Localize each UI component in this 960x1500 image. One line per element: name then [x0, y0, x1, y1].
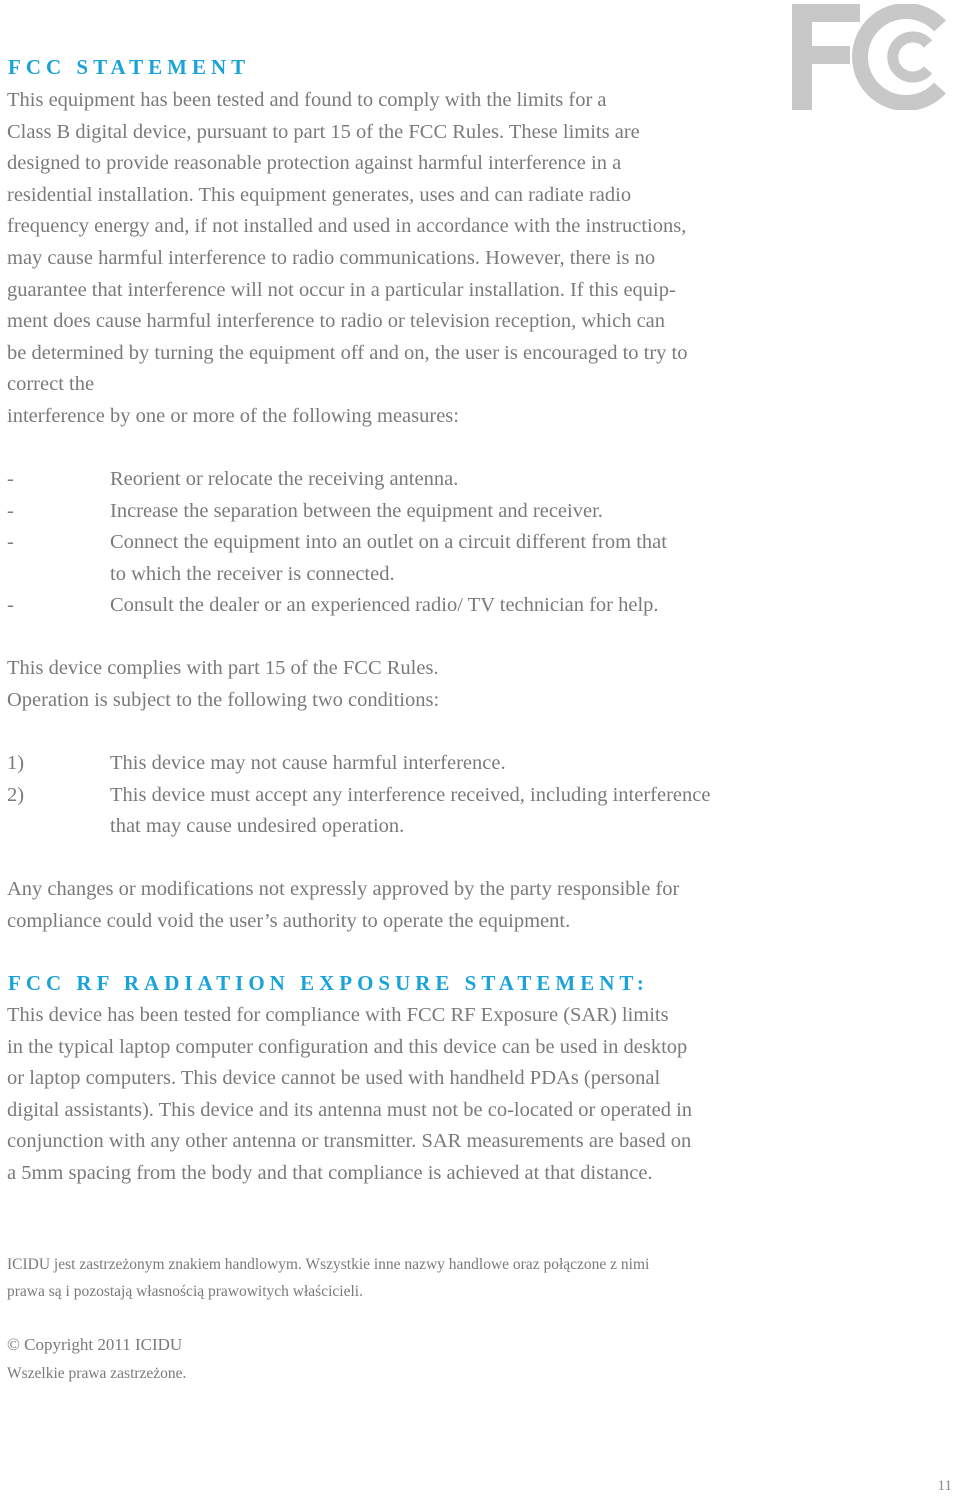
measure-text: Increase the separation between the equipment and receiver. [110, 500, 603, 522]
trademark-notice [7, 1251, 649, 1305]
text-line: or laptop computers. This device cannot be used with handheld PDAs (personal [7, 1067, 661, 1090]
measure-text: Consult the dealer or an experienced radio/ TV technician for help. [110, 594, 659, 616]
measure-text: Reorient or relocate the receiving antenna. [110, 468, 459, 490]
text-line: ment does cause harmful interference to radio or television reception, which can [7, 310, 666, 333]
text-line: Any changes or modifications not expressly approved by the party responsible for [7, 878, 680, 900]
text-line: designed to provide reasonable protection against harmful interference in a [7, 152, 622, 175]
text-line: prawa są i pozostają własnością prawowitych właścicieli. [7, 1283, 363, 1300]
condition-text: This device must accept any interference received, including interference [110, 784, 711, 806]
text-line: guarantee that interference will not occur in a particular installation. If this equip- [7, 278, 676, 301]
list-marker: 2) [7, 784, 25, 806]
text-line: a 5mm spacing from the body and that compliance is achieved at that distance. [7, 1161, 653, 1184]
text-line: Class B digital device, pursuant to part 15 of the FCC Rules. These limits are [7, 120, 640, 143]
text-line: may cause harmful interference to radio communications. However, there is no [7, 246, 656, 269]
fcc-statement-body [7, 85, 887, 433]
text-line: residential installation. This equipment generates, uses and can radiate radio [7, 183, 632, 206]
text-line: digital assistants). This device and its antenna must not be co-located or operated in [7, 1098, 693, 1121]
list-marker: - [7, 468, 14, 490]
copyright: © Copyright 2011 ICIDU [7, 1335, 183, 1354]
compliance-paragraph [7, 653, 887, 716]
text-line: conjunction with any other antenna or transmitter. SAR measurements are based on [7, 1130, 692, 1153]
rights-reserved: Wszelkie prawa zastrzeżone. [7, 1365, 187, 1382]
text-line: This device has been tested for compliance with FCC RF Exposure (SAR) limits [7, 1004, 669, 1026]
text-line: This equipment has been tested and found to comply with the limits for a [7, 89, 607, 111]
list-marker: - [7, 531, 14, 553]
list-marker: - [7, 500, 14, 522]
rf-statement-heading: FCC RF RADIATION EXPOSURE STATEMENT: [8, 971, 649, 995]
condition-text: This device may not cause harmful interference. [110, 752, 506, 774]
text-line: in the typical laptop computer configuration and this device can be used in desktop [7, 1035, 688, 1058]
text-line: be determined by turning the equipment off and on, the user is encouraged to try to [7, 341, 688, 364]
text-line: This device complies with part 15 of the FCC Rules. [7, 657, 439, 679]
list-marker: 1) [7, 752, 25, 774]
condition-text: that may cause undesired operation. [110, 815, 405, 837]
changes-paragraph [7, 874, 887, 937]
text-line: ICIDU jest zastrzeżonym znakiem handlowym. Wszystkie inne nazwy handlowe oraz połączone z nimi [7, 1256, 650, 1273]
list-marker: - [7, 594, 14, 616]
measure-text: Connect the equipment into an outlet on a circuit different from that [110, 531, 667, 553]
text-line: compliance could void the user’s authority to operate the equipment. [7, 909, 571, 932]
text-line: frequency energy and, if not installed and used in accordance with the instructions, [7, 215, 687, 238]
text-line: Operation is subject to the following two conditions: [7, 688, 440, 711]
text-line: correct the [7, 373, 95, 396]
measure-text: to which the receiver is connected. [110, 563, 395, 585]
text-line: interference by one or more of the following measures: [7, 404, 459, 427]
rf-statement-body [7, 1000, 887, 1190]
fcc-statement-heading: FCC STATEMENT [8, 55, 251, 79]
page-number: 11 [937, 1478, 952, 1494]
